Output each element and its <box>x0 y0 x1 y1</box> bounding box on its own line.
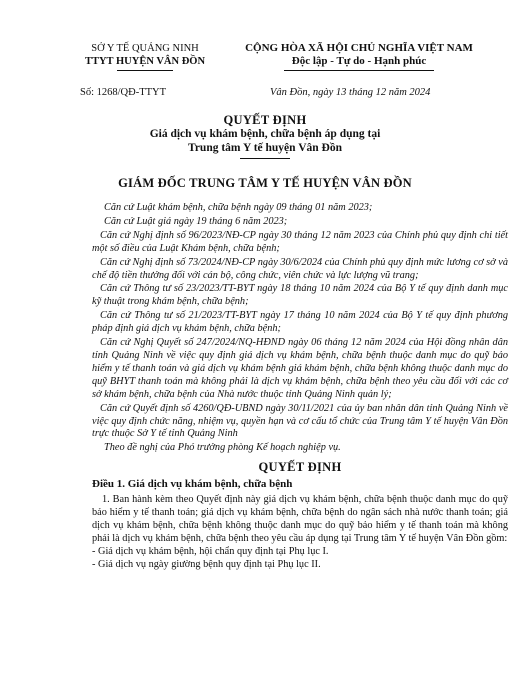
preamble-item: Căn cứ Luật khám bệnh, chữa bệnh ngày 09 tháng 01 năm 2023; <box>104 202 373 213</box>
issuing-authority: GIÁM ĐỐC TRUNG TÂM Y TẾ HUYỆN VÂN ĐỒN <box>118 176 412 190</box>
preamble-item: Căn cứ Nghị Quyết số 247/2024/NQ-HĐND ngày 06 tháng 12 năm 2024 của Hội đồng nhân dân tỉnh Quảng Ninh về việc quy định giá dịch vụ khám bệnh, chữa bệnh thuộc danh mục do quỹ bảo hiểm y tế thanh toán và giá dịch vụ khám bệnh giá khám bệnh, chữa bệnh không thuộc danh mục do quỹ BHYT thanh toán mà không phải là dịch vụ khám bệnh, chữa bệnh theo yêu cầu đối với các cơ sở khám bệnh, chữa bệnh của Nhà nước thuộc tỉnh Quảng Ninh quản lý; <box>92 337 508 400</box>
decision-title: QUYẾT ĐỊNH <box>223 113 307 127</box>
issuing-agency: TTYT HUYỆN VÂN ĐỒN <box>84 56 206 67</box>
article-1-item: - Giá dịch vụ ngày giường bệnh quy định tại Phụ lục II. <box>92 558 321 570</box>
preamble-item: Căn cứ Luật giá ngày 19 tháng 6 năm 2023; <box>104 215 288 227</box>
title-underline <box>240 158 290 159</box>
decision-heading: QUYẾT ĐỊNH <box>258 460 342 475</box>
article-1-paragraph: 1. Ban hành kèm theo Quyết định này giá dịch vụ khám bệnh, chữa bệnh thuộc danh mục do quỹ bảo hiểm y tế thanh toán; giá dịch vụ khám bệnh, chữa bệnh do ngân sách nhà nước thanh toán; giá dịch vụ khám bệnh, chữa bệnh không thuộc danh mục do quỹ bảo hiểm y tế thanh toán mà không phải là dịch vụ khám bệnh, chữa bệnh theo yêu cầu áp dụng tại Trung tâm Y tế huyện Vân Đồn gồm: <box>92 494 508 544</box>
parent-agency: SỞ Y TẾ QUẢNG NINH <box>91 43 199 54</box>
preamble-item: Căn cứ Nghị định số 96/2023/NĐ-CP ngày 30 tháng 12 năm 2023 của Chính phủ quy định chi tiết một số điều của Luật Khám bệnh, chữa bệnh; <box>92 229 508 254</box>
document-body <box>92 202 508 571</box>
preamble-item: Theo đề nghị của Phó trưởng phòng Kế hoạch nghiệp vụ. <box>104 442 341 454</box>
national-header-block <box>214 42 504 71</box>
document-date: Vân Đồn, ngày 13 tháng 12 năm 2024 <box>270 87 431 98</box>
preamble-item: Căn cứ Thông tư số 21/2023/TT-BYT ngày 17 tháng 10 năm 2024 của Bộ Y tế quy định phương pháp định giá dịch vụ khám bệnh, chữa bệnh; <box>92 310 508 335</box>
national-motto: Độc lập - Tự do - Hạnh phúc <box>291 55 427 67</box>
preamble-item: Căn cứ Quyết định số 4260/QĐ-UBND ngày 30/11/2021 của ủy ban nhân dân tỉnh Quảng Ninh về việc quy định chức năng, nhiệm vụ, quyền hạn và cơ cấu tổ chức của Trung tâm Y tế huyện Vân Đồn trực thuộc Sở Y tế tỉnh Quảng Ninh <box>92 402 508 440</box>
decision-subject-line1: Giá dịch vụ khám bệnh, chữa bệnh áp dụng tại <box>149 128 381 140</box>
issuing-agency-block <box>60 42 230 71</box>
article-1-item: - Giá dịch vụ khám bệnh, hội chẩn quy định tại Phụ lục I. <box>92 545 329 557</box>
national-title: CỘNG HÒA XÃ HỘI CHỦ NGHĨA VIỆT NAM <box>245 42 473 54</box>
article-1-heading: Điều 1. Giá dịch vụ khám bệnh, chữa bệnh <box>92 478 293 491</box>
document-number: Số: 1268/QĐ-TTYT <box>80 87 167 98</box>
preamble-item: Căn cứ Nghị định số 73/2024/NĐ-CP ngày 30/6/2024 của Chính phủ quy định mức lương cơ sở và chế độ tiền thưởng đối với cán bộ, công chức, viên chức và lực lượng vũ trang; <box>92 256 508 281</box>
agency-underline <box>117 70 173 71</box>
motto-underline <box>284 70 434 71</box>
preamble-item: Căn cứ Thông tư số 23/2023/TT-BYT ngày 18 tháng 10 năm 2024 của Bộ Y tế quy định danh mục kỹ thuật trong khám bệnh, chữa bệnh; <box>92 283 508 308</box>
decision-subject-line2: Trung tâm Y tế huyện Vân Đồn <box>188 142 342 154</box>
